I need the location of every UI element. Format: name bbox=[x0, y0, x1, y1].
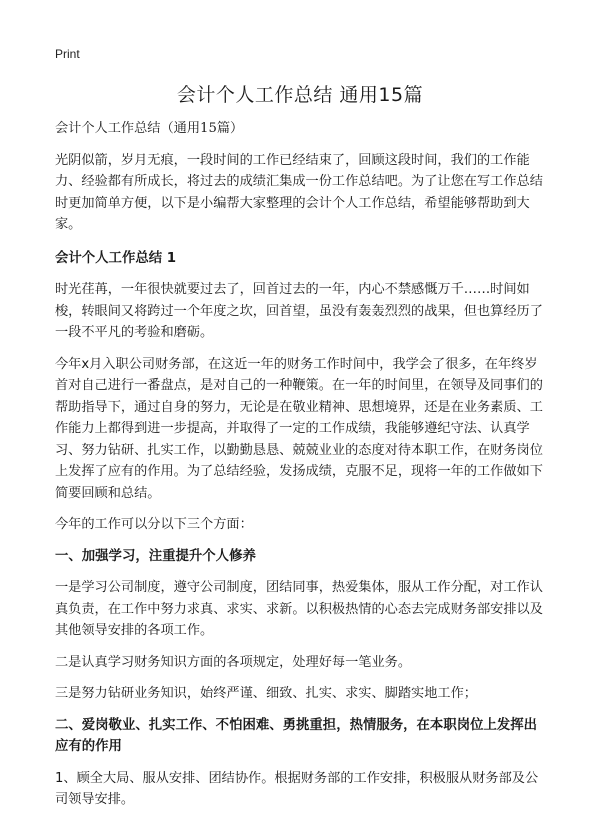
section-heading-1: 会计个人工作总结 1 bbox=[55, 250, 177, 266]
paragraph-1: 时光荏苒，一年很快就要过去了，回首过去的一年，内心不禁感慨万千……时间如梭，转眼间又将跨过一个年度之坎，回首望，虽没有轰轰烈烈的战果，但也算经历了一段不平凡的考验和磨砺。 bbox=[55, 282, 543, 340]
intro-paragraph: 光阴似箭，岁月无痕，一段时间的工作已经结束了，回顾这段时间，我们的工作能力、经验都有所成长，将过去的成绩汇集成一份工作总结吧。为了让您在写工作总结时更加简单方便，以下是小编帮大家整理的会计个人工作总结，希望能够帮助到大家。 bbox=[55, 152, 543, 232]
paragraph-6: 三是努力钻研业务知识，始终严谨、细致、扎实、求实、脚踏实地工作； bbox=[55, 686, 477, 701]
paragraph-3: 今年的工作可以分以下三个方面： bbox=[55, 517, 253, 532]
subheading-learning: 一、加强学习，注重提升个人修养 bbox=[55, 548, 256, 564]
paragraph-7: 1、顾全大局、服从安排、团结协作。根据财务部的工作安排，积极服从财务部及公司领导安排。 bbox=[55, 770, 539, 807]
paragraph-5: 二是认真学习财务知识方面的各项规定，处理好每一笔业务。 bbox=[55, 654, 412, 670]
page-title: 会计个人工作总结 通用15篇 bbox=[176, 84, 424, 106]
document-subtitle: 会计个人工作总结（通用15篇） bbox=[55, 121, 244, 136]
document-body bbox=[55, 118, 547, 821]
subheading-dedication: 二、爱岗敬业、扎实工作、不怕困难、勇挑重担，热情服务，在本职岗位上发挥出应有的作用 bbox=[55, 717, 538, 754]
print-label: Print bbox=[55, 47, 80, 61]
paragraph-2: 今年x月入职公司财务部，在这近一年的财务工作时间中，我学会了很多，在年终岁首对自己进行一番盘点，是对自己的一种鞭策。在一年的时间里，在领导及同事们的帮助指导下，通过自身的努力，无论是在敬业精神、思想境界，还是在业务素质、工作能力上都得到进一步提高，并取得了一定的工作成绩，我能够遵纪守法、认真学习、努力钻研、扎实工作，以勤勤恳恳、兢兢业业的态度对待本职工作，在财务岗位上发挥了应有的作用。为了总结经验，发扬成绩，克服不足，现将一年的工作做如下简要回顾和总结。 bbox=[55, 356, 543, 501]
paragraph-4: 一是学习公司制度，遵守公司制度，团结同事，热爱集体，服从工作分配，对工作认真负责，在工作中努力求真、求实、求新。以积极热情的心态去完成财务部安排以及其他领导安排的各项工作。 bbox=[55, 580, 543, 638]
